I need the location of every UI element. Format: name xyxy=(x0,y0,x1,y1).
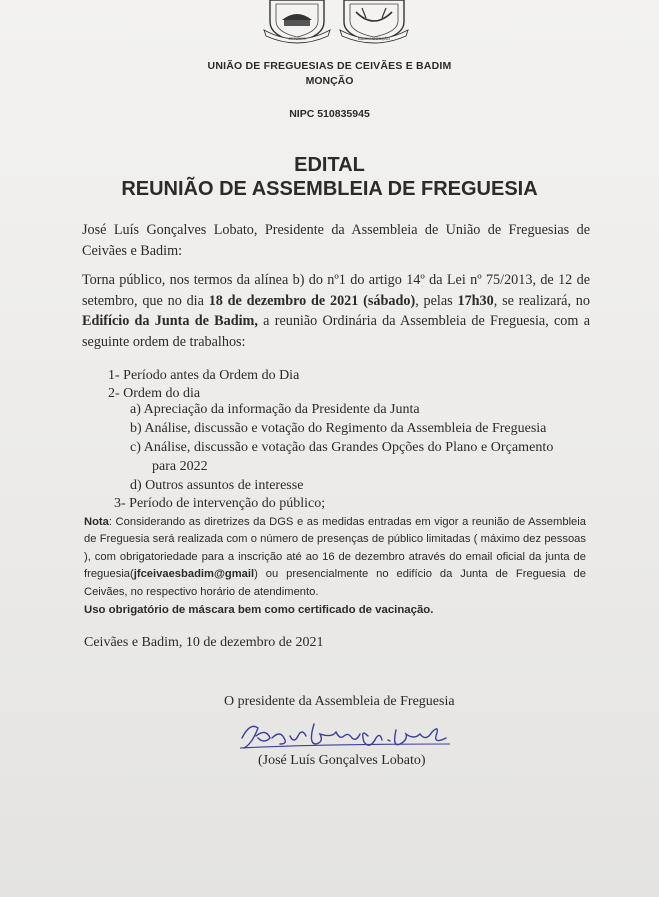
svg-text:BADIM-MONÇÃO: BADIM-MONÇÃO xyxy=(358,36,390,41)
municipality-name: MONÇÃO xyxy=(305,75,354,87)
announcement-text-4: a reunião Ordinária da Assembleia de Freguesia, com a seguinte ordem de trabalhos: xyxy=(82,313,590,350)
agenda-subitem-d: d) Outros assuntos de interesse xyxy=(130,478,304,493)
agenda-subitem-c-cont: para 2022 xyxy=(152,459,208,474)
meeting-place: Edifício da Junta de Badim, xyxy=(82,313,258,329)
signatory-name: (José Luís Gonçalves Lobato) xyxy=(258,753,426,768)
agenda-item-2: 2- Ordem do dia xyxy=(108,386,201,401)
document-title: EDITAL xyxy=(294,154,365,176)
agenda-subitem-c: c) Análise, discussão e votação das Grandes Opções do Plano e Orçamento xyxy=(130,440,554,455)
meeting-date: 18 de dezembro de 2021 (sábado) xyxy=(208,292,416,309)
agenda-item-1: 1- Período antes da Ordem do Dia xyxy=(108,368,300,383)
agenda-subitem-b: b) Análise, discussão e votação do Regimento da Assembleia de Freguesia xyxy=(130,421,547,436)
nipc-number: NIPC 510835945 xyxy=(289,108,370,120)
note-text-1: : Considerando as diretrizes da DGS e as medidas entradas em vigor a reunião de Assembleia de Freguesia será realizada com o número de presenças de público limitadas ( máximo dez pessoas ), com obrigatoriedade para a inscrição até ao 16 de dezembro através do email oficial da junta de freguesia( xyxy=(84,516,586,581)
agenda-item-3: 3- Período de intervenção do público; xyxy=(114,496,326,511)
note-email: jfceivaesbadim@gmail xyxy=(133,568,255,581)
document-subtitle: REUNIÃO DE ASSEMBLEIA DE FREGUESIA xyxy=(121,178,538,200)
place-and-date: Ceivães e Badim, 10 de dezembro de 2021 xyxy=(84,635,324,650)
signatory-role: O presidente da Assembleia de Freguesia xyxy=(224,694,455,709)
handwritten-signature xyxy=(236,714,456,754)
crest-badim-icon xyxy=(340,0,408,43)
svg-text:CEIVÃES: CEIVÃES xyxy=(288,36,306,41)
meeting-time: 17h30 xyxy=(457,292,494,309)
announcement-text-3: , se realizará, no xyxy=(493,292,590,309)
announcement-paragraph xyxy=(82,270,590,352)
coats-of-arms xyxy=(262,0,412,44)
crest-ceivaes-icon xyxy=(264,0,330,43)
note-label: Nota xyxy=(84,516,109,528)
note-text-2: ) ou presencialmente no edifício da Junta de Freguesia de Ceivães, no respectivo horário de atendimento. xyxy=(84,568,586,598)
mask-notice: Uso obrigatório de máscara bem como certificado de vacinação. xyxy=(84,604,434,616)
announcement-text-1: Torna público, nos termos da alínea b) do nº1 do artigo 14º da Lei nº 75/2013, de 12 de setembro, que no dia xyxy=(82,272,590,309)
organization-name: UNIÃO DE FREGUESIAS DE CEIVÃES E BADIM xyxy=(207,60,452,72)
announcement-text-2: , pelas xyxy=(415,292,458,309)
intro-paragraph: José Luís Gonçalves Lobato, Presidente da Assembleia de União de Freguesias de Ceivães e Badim: xyxy=(82,222,590,259)
note-paragraph xyxy=(84,514,586,601)
agenda-subitem-a: a) Apreciação da informação da Presidente da Junta xyxy=(130,402,420,417)
